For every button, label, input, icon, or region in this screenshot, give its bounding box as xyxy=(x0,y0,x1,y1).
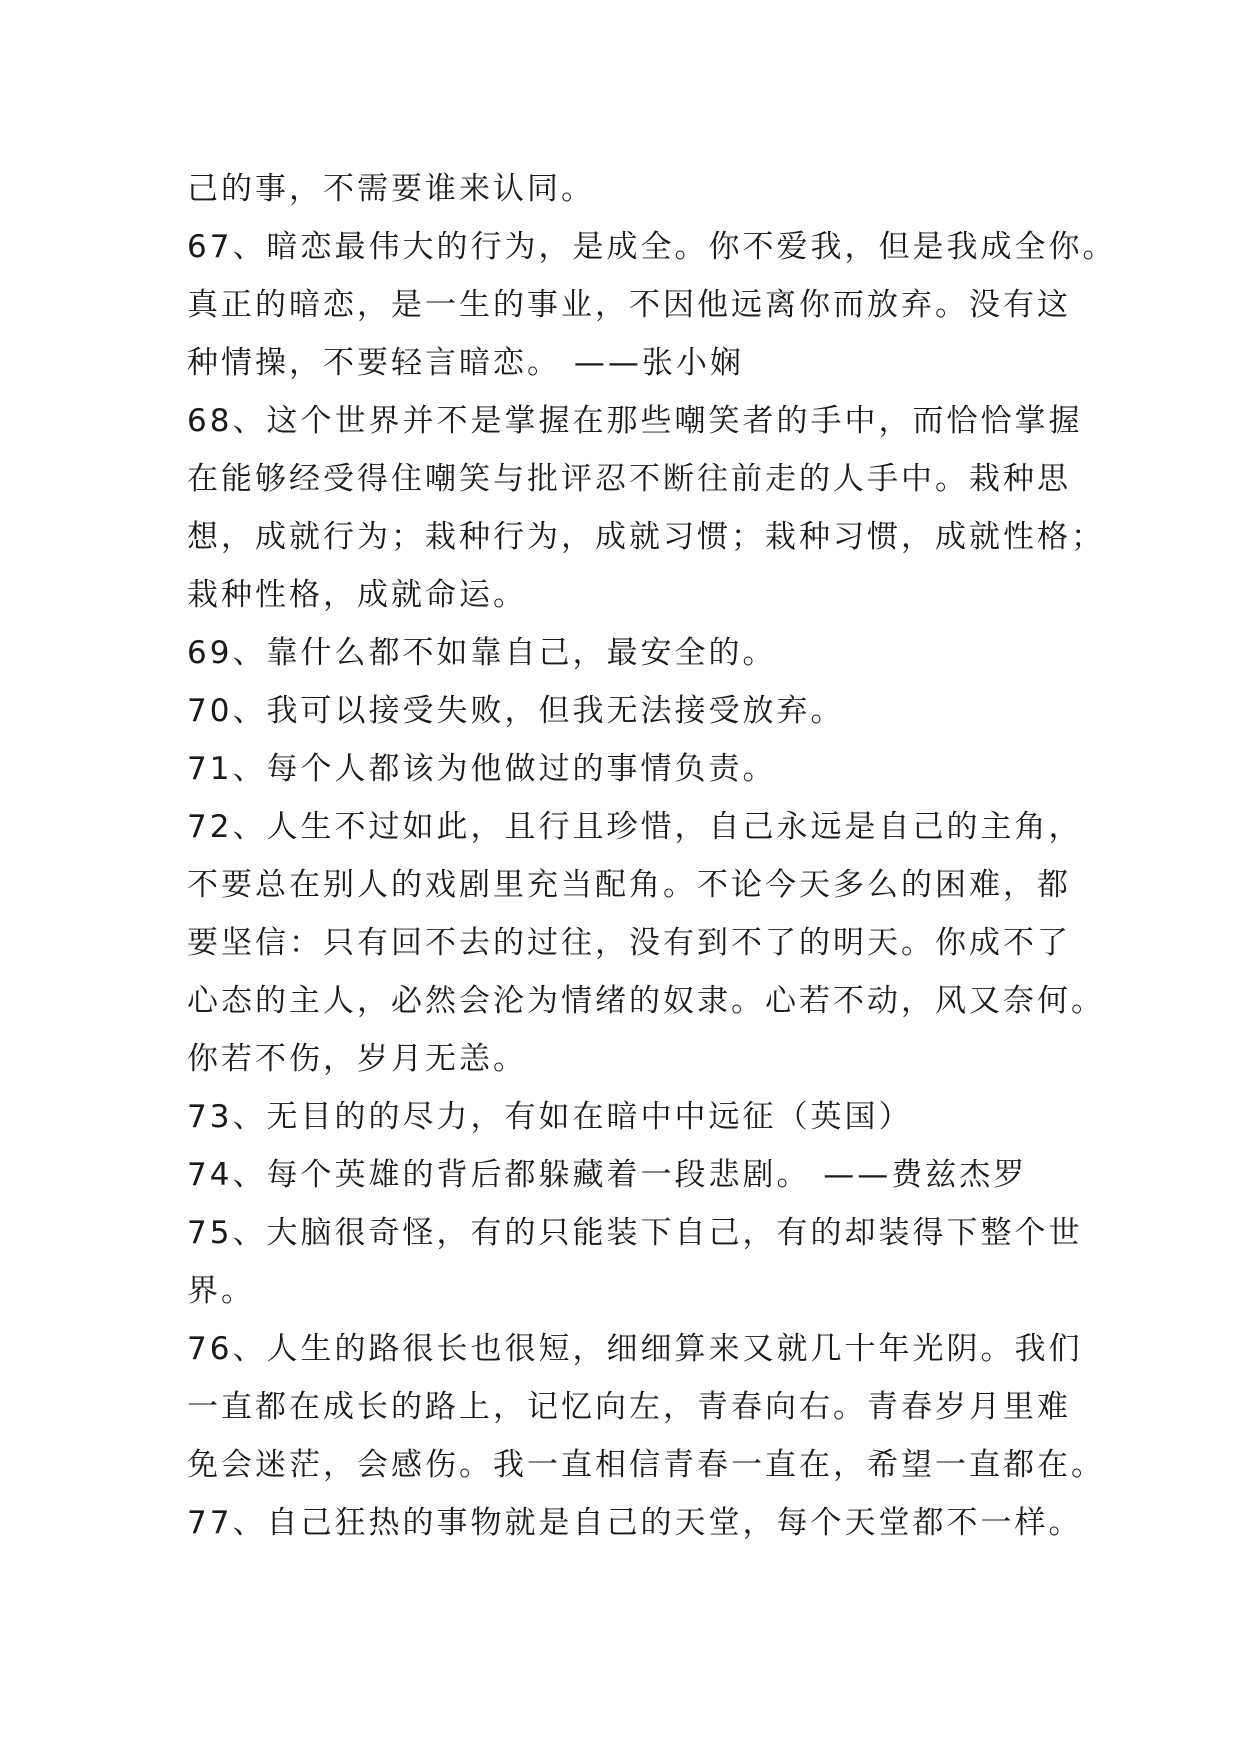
text-line: 74、每个英雄的背后都躲藏着一段悲剧。 ——费兹杰罗 xyxy=(187,1157,1028,1193)
text-line: 想，成就行为；栽种行为，成就习惯；栽种习惯，成就性格； xyxy=(187,519,1105,555)
text-line: 67、暗恋最伟大的行为，是成全。你不爱我，但是我成全你。 xyxy=(187,229,1117,265)
text-line: 68、这个世界并不是掌握在那些嘲笑者的手中，而恰恰掌握 xyxy=(187,403,1083,439)
text-line: 77、自己狂热的事物就是自己的天堂，每个天堂都不一样。 xyxy=(187,1505,1083,1541)
text-line: 69、靠什么都不如靠自己，最安全的。 xyxy=(187,635,777,671)
text-line: 种情操，不要轻言暗恋。 ——张小娴 xyxy=(187,345,744,381)
text-line: 栽种性格，成就命运。 xyxy=(187,577,527,613)
text-line: 71、每个人都该为他做过的事情负责。 xyxy=(187,751,777,787)
text-line: 不要总在别人的戏剧里充当配角。不论今天多么的困难，都 xyxy=(187,867,1071,903)
text-line: 己的事，不需要谁来认同。 xyxy=(187,171,595,207)
text-line: 你若不伤，岁月无恙。 xyxy=(187,1041,527,1077)
text-line: 在能够经受得住嘲笑与批评忍不断往前走的人手中。栽种思 xyxy=(187,461,1071,497)
text-line: 73、无目的的尽力，有如在暗中中远征（英国） xyxy=(187,1099,913,1135)
text-line: 一直都在成长的路上，记忆向左，青春向右。青春岁月里难 xyxy=(187,1389,1071,1425)
text-line: 70、我可以接受失败，但我无法接受放弃。 xyxy=(187,693,845,729)
text-line: 界。 xyxy=(187,1273,255,1309)
document-body xyxy=(187,160,1117,1552)
text-line: 心态的主人，必然会沦为情绪的奴隶。心若不动，风又奈何。 xyxy=(187,983,1105,1019)
text-line: 75、大脑很奇怪，有的只能装下自己，有的却装得下整个世 xyxy=(187,1215,1083,1251)
text-line: 72、人生不过如此，且行且珍惜，自己永远是自己的主角， xyxy=(187,809,1083,845)
text-line: 免会迷茫，会感伤。我一直相信青春一直在，希望一直都在。 xyxy=(187,1447,1105,1483)
text-line: 76、人生的路很长也很短，细细算来又就几十年光阴。我们 xyxy=(187,1331,1083,1367)
text-line: 要坚信：只有回不去的过往，没有到不了的明天。你成不了 xyxy=(187,925,1071,961)
text-line: 真正的暗恋，是一生的事业，不因他远离你而放弃。没有这 xyxy=(187,287,1071,323)
